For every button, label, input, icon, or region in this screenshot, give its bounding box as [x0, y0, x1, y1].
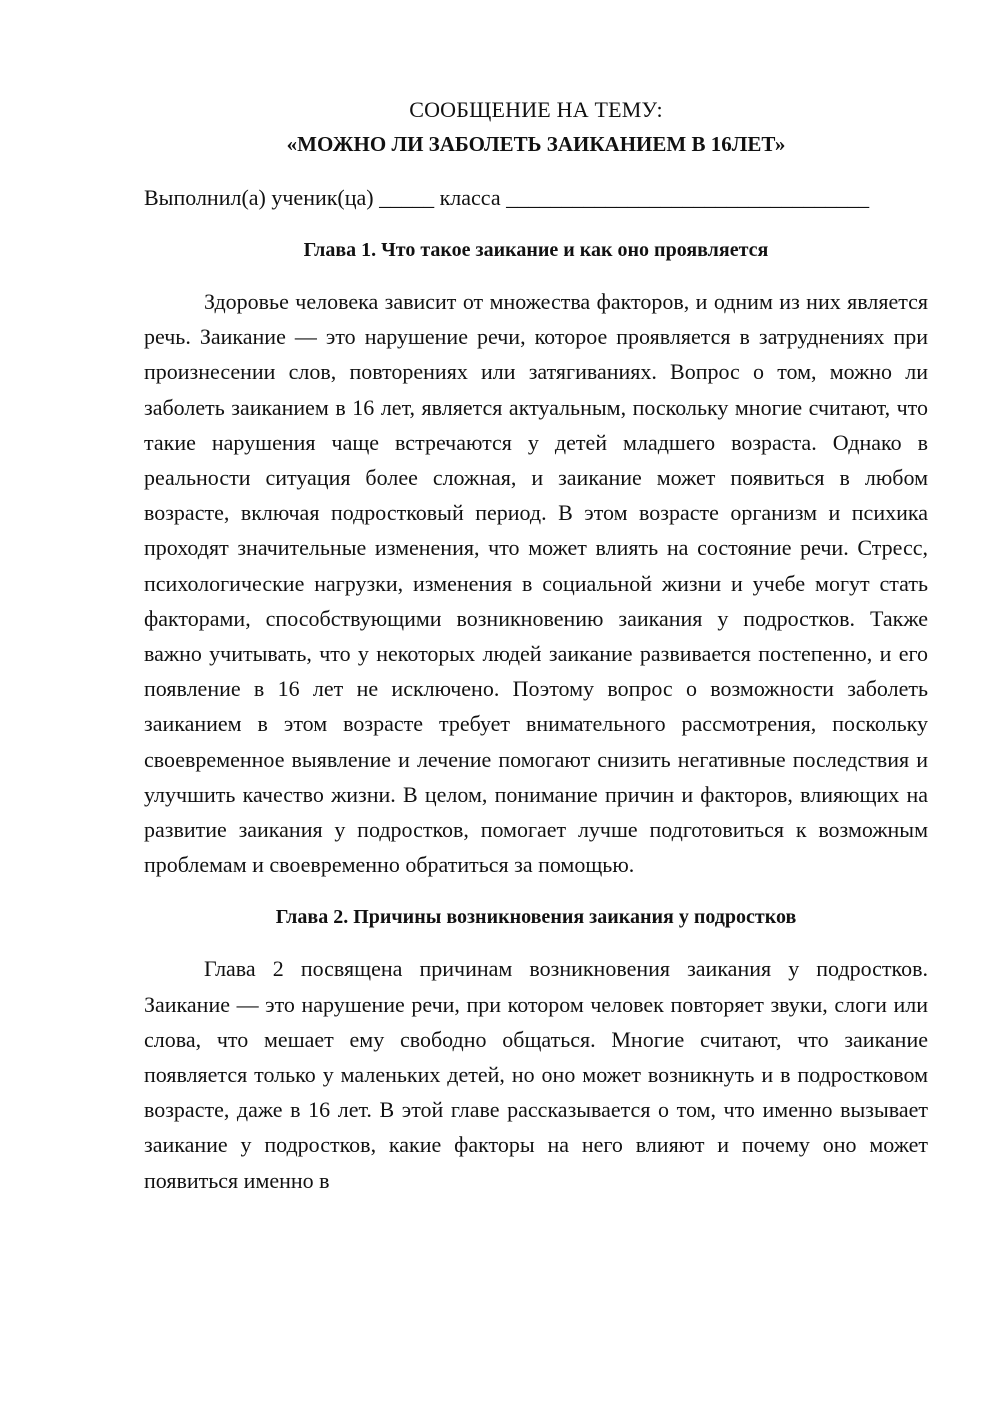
author-line: Выполнил(а) ученик(ца) _____ класса _________________________________	[144, 185, 870, 210]
document-page	[144, 92, 928, 1198]
document-title: «МОЖНО ЛИ ЗАБОЛЕТЬ ЗАИКАНИЕМ В 16ЛЕТ»	[286, 132, 786, 156]
chapter-2-heading: Глава 2. Причины возникновения заикания у подростков	[275, 906, 797, 929]
chapter-1-heading: Глава 1. Что такое заикание и как оно проявляется	[303, 239, 769, 261]
chapter-1-paragraph: Здоровье человека зависит от множества факторов, и одним из них является речь. Заикание — это нарушение речи, которое проявляется в затруднениях при произнесении слов, повторениях или затягиваниях. Вопрос о том, можно ли заболеть заиканием в 16 лет, является актуальным, поскольку многие считают, что такие нарушения чаще встречаются у детей младшего возраста. Однако в реальности ситуация более сложная, и заикание может появиться в любом возрасте, включая подростковый период. В этом возрасте организм и психика проходят значительные изменения, что может влиять на состояние речи. Стресс, психологические нагрузки, изменения в социальной жизни и учебе могут стать факторами, способствующими возникновению заикания у подростков. Также важно учитывать, что у некоторых людей заикание развивается постепенно, и его появление в 16 лет не исключено. Поэтому вопрос о возможности заболеть заиканием в этом возрасте требует внимательного рассмотрения, поскольку своевременное выявление и лечение помогают снизить негативные последствия и улучшить качество жизни. В целом, понимание причин и факторов, влияющих на развитие заикания у подростков, помогает лучше подготовиться к возможным проблемам и своевременно обратиться за помощью.	[144, 289, 928, 878]
document-title-line: СООБЩЕНИЕ НА ТЕМУ:	[409, 97, 663, 122]
chapter-2-paragraph: Глава 2 посвящена причинам возникновения заикания у подростков. Заикание — это нарушение речи, при котором человек повторяет звуки, слоги или слова, что мешает ему свободно общаться. Многие считают, что заикание появляется только у маленьких детей, но оно может возникнуть и в подростковом возрасте, даже в 16 лет. В этой главе рассказывается о том, что именно вызывает заикание у подростков, какие факторы на него влияют и почему оно может появиться именно в	[144, 956, 928, 1193]
